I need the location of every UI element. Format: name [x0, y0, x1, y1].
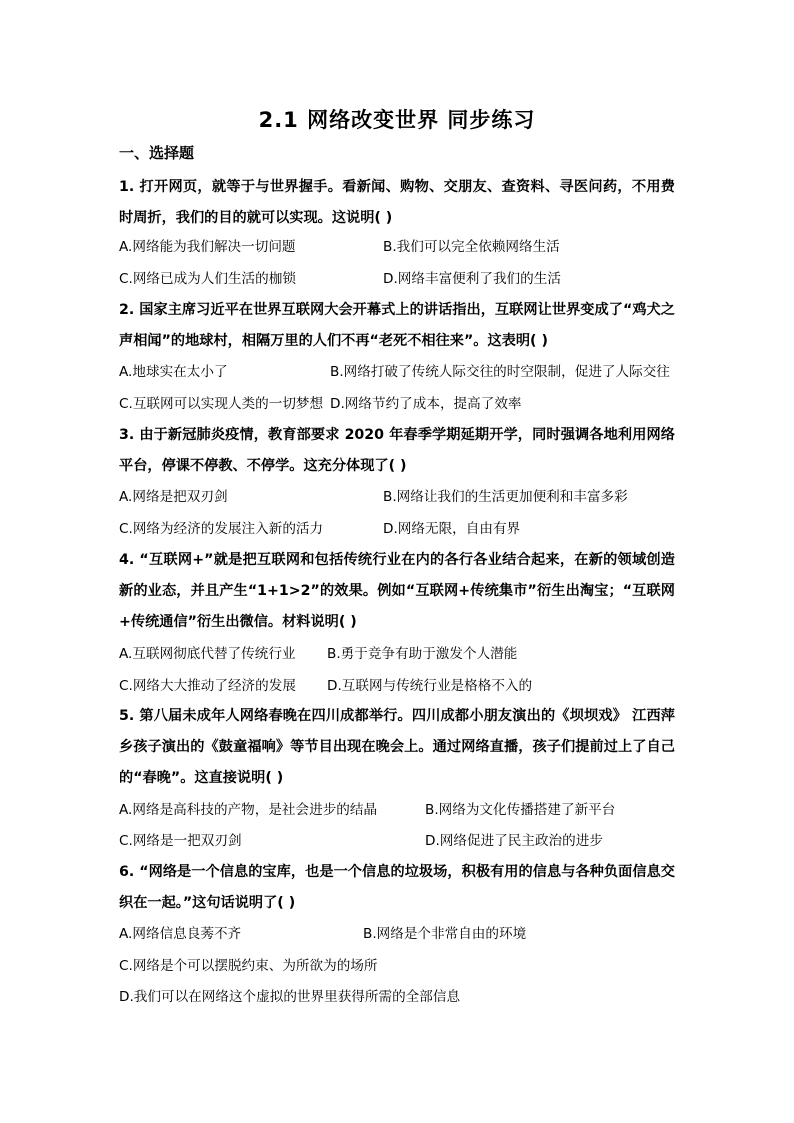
question-3-option-b: B.网络让我们的生活更加便利和丰富多彩	[383, 489, 628, 505]
question-3-option-d: D.网络无限，自由有界	[383, 521, 521, 537]
question-6-option-b: B.网络是个非常自由的环境	[363, 926, 527, 942]
question-5-option-d: D.网络促进了民主政治的进步	[425, 833, 603, 849]
question-1-stem: 1. 打开网页，就等于与世界握手。看新闻、购物、交朋友、查资料、寻医问药，不用费时周折，我们的目的就可以实现。这说明( )	[119, 179, 675, 226]
question-1-option-a: A.网络能为我们解决一切问题	[119, 239, 296, 255]
section-title: 一、选择题	[119, 144, 195, 162]
question-5-option-b: B.网络为文化传播搭建了新平台	[425, 802, 616, 818]
question-3-option-a: A.网络是把双刃剑	[119, 489, 228, 505]
question-6-option-a: A.网络信息良莠不齐	[119, 926, 242, 942]
question-1-option-b: B.我们可以完全依赖网络生活	[383, 239, 560, 255]
question-5-stem: 5. 第八届未成年人网络春晚在四川成都举行。四川成都小朋友演出的《坝坝戏》 江西萍乡孩子演出的《鼓童福响》等节目出现在晚会上。通过网络直播，孩子们提前过上了自己的“春晚”。这直接说明( )	[119, 708, 675, 786]
question-4-option-b: B.勇于竞争有助于激发个人潜能	[327, 646, 518, 662]
question-4-option-a: A.互联网彻底代替了传统行业	[119, 646, 296, 662]
question-1-option-c: C.网络已成为人们生活的枷锁	[119, 271, 296, 287]
question-4-option-c: C.网络大大推动了经济的发展	[119, 678, 296, 694]
question-3-option-c: C.网络为经济的发展注入新的活力	[119, 521, 324, 537]
question-2-stem: 2. 国家主席习近平在世界互联网大会开幕式上的讲话指出，互联网让世界变成了“鸡犬之声相闻”的地球村，相隔万里的人们不再“老死不相往来”。这表明( )	[119, 302, 675, 349]
question-6-option-c: C.网络是个可以摆脱约束、为所欲为的场所	[119, 958, 378, 974]
question-4-option-d: D.互联网与传统行业是格格不入的	[327, 678, 533, 694]
question-3-stem: 3. 由于新冠肺炎疫情，教育部要求 2020 年春季学期延期开学，同时强调各地利用网络平台，停课不停教、不停学。这充分体现了( )	[119, 427, 675, 474]
question-2-option-c: C.互联网可以实现人类的一切梦想	[119, 396, 324, 412]
question-2-option-b: B.网络打破了传统人际交往的时空限制，促进了人际交往	[330, 364, 670, 380]
question-6-stem: 6. “网络是一个信息的宝库，也是一个信息的垃圾场，积极有用的信息与各种负面信息交织在一起。”这句话说明了( )	[119, 864, 675, 911]
question-4-stem: 4. “互联网+”就是把互联网和包括传统行业在内的各行各业结合起来，在新的领域创造新的业态，并且产生“1+1>2”的效果。例如“互联网+传统集市”衍生出淘宝；“互联网+传统通信”衍生出微信。材料说明( )	[119, 552, 675, 630]
question-2-option-a: A.地球实在太小了	[119, 364, 228, 380]
question-2-option-d: D.网络节约了成本，提高了效率	[330, 396, 522, 412]
page-title: 2.1 网络改变世界 同步练习	[258, 108, 536, 132]
question-1-option-d: D.网络丰富便利了我们的生活	[383, 271, 561, 287]
question-5-option-a: A.网络是高科技的产物，是社会进步的结晶	[119, 802, 378, 818]
question-5-option-c: C.网络是一把双刃剑	[119, 833, 242, 849]
question-6-option-d: D.我们可以在网络这个虚拟的世界里获得所需的全部信息	[119, 989, 461, 1005]
